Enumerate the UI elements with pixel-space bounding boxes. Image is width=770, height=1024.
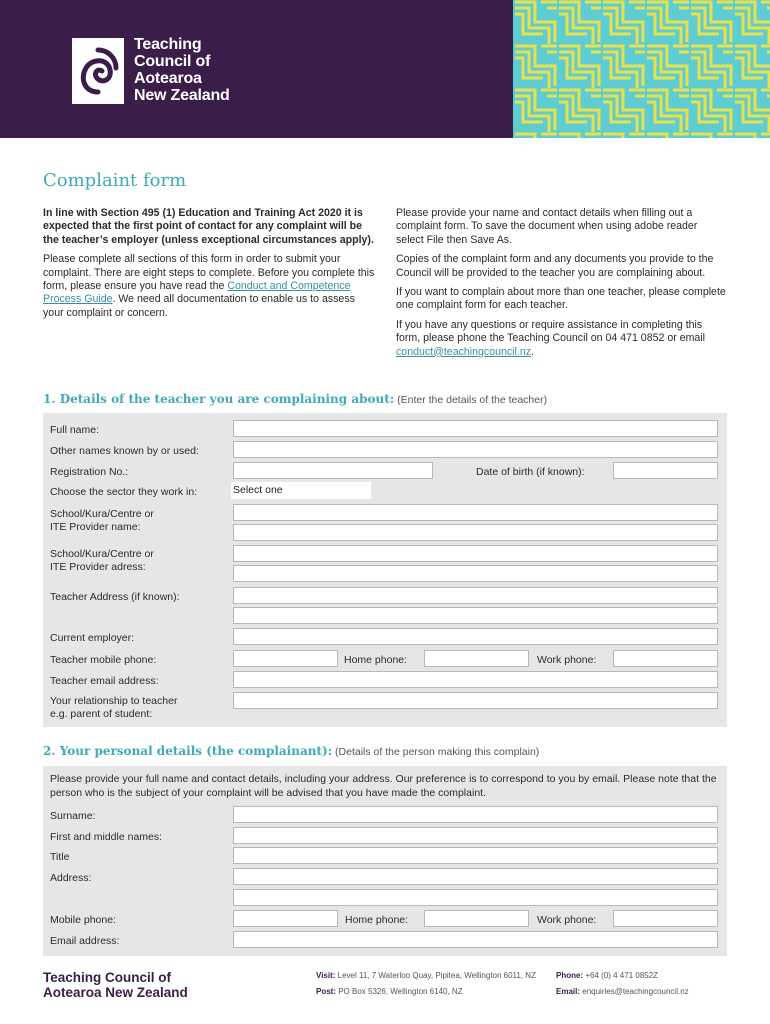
registration-number-input[interactable]: [233, 462, 433, 479]
school-name-input[interactable]: [233, 504, 718, 521]
section2-heading: [43, 744, 539, 758]
school-address-input-2[interactable]: [233, 565, 718, 582]
teacher-address-input[interactable]: [233, 587, 718, 604]
complainant-work-phone-label: Work phone:: [537, 914, 597, 926]
phone-label: Phone:: [556, 971, 584, 980]
title-input[interactable]: [233, 847, 718, 864]
teacher-home-phone-input[interactable]: [424, 650, 529, 667]
decorative-pattern: [513, 0, 770, 138]
intro-right-column: [396, 207, 726, 365]
complainant-mobile-input[interactable]: [233, 910, 338, 927]
instructions-text-end: . We need all documentation to enable us to assess your complaint or concern.: [43, 293, 355, 319]
conduct-email-link[interactable]: conduct@teachingcouncil.nz: [396, 345, 532, 358]
teacher-other-names-input[interactable]: [233, 441, 718, 458]
teacher-email-input[interactable]: [233, 671, 718, 688]
complainant-email-label: Email address:: [50, 935, 120, 947]
section1-note: (Enter the details of the teacher): [394, 394, 548, 406]
enquiries-email-link[interactable]: enquiries@teachingcouncil.nz: [580, 987, 689, 996]
teacher-work-phone-label: Work phone:: [537, 654, 597, 666]
label-line: School/Kura/Centre or: [50, 508, 154, 520]
employer-contact-notice: In line with Section 495 (1) Education and Training Act 2020 it is expected that the first point of contact for any complaint will be the teacher’s employer (unless exceptional circumstances apply).: [43, 207, 374, 246]
copies-notice: Copies of the complaint form and any documents you provide to the Council will be provided to the teacher you are complaining about.: [396, 253, 714, 279]
label-line: School/Kura/Centre or: [50, 548, 154, 560]
email-label: Email:: [556, 987, 581, 996]
school-name-input-2[interactable]: [233, 524, 718, 541]
org-line: New Zealand: [134, 87, 230, 104]
teacher-home-phone-label: Home phone:: [344, 654, 408, 666]
save-instructions: Please provide your name and contact details when filling out a complaint form. To save the document when using adobe reader select File then Save As.: [396, 207, 698, 246]
teacher-address-label: Teacher Address (if known):: [50, 591, 180, 603]
address-input[interactable]: [233, 868, 718, 885]
surname-input[interactable]: [233, 806, 718, 823]
header-banner: [0, 0, 770, 138]
current-employer-input[interactable]: [233, 628, 718, 645]
section2-panel: [43, 766, 727, 956]
relationship-label: [50, 695, 177, 721]
school-name-label: [50, 508, 154, 534]
page-title: Complaint form: [43, 170, 187, 191]
org-line: Aotearoa: [134, 70, 202, 87]
footer-org-line: Teaching Council of: [43, 970, 171, 985]
sector-label: Choose the sector they work in:: [50, 486, 198, 498]
assistance-paragraph: [396, 319, 726, 359]
footer-visit: [316, 971, 536, 980]
dob-label: Date of birth (if known):: [476, 466, 585, 478]
teacher-email-label: Teacher email address:: [50, 675, 159, 687]
employer-label: Current employer:: [50, 632, 135, 644]
visit-address: Level 11, 7 Waterloo Quay, Pipitea, Wellington 6011, NZ: [335, 971, 536, 980]
complainant-work-phone-input[interactable]: [613, 910, 718, 927]
section1-panel: [43, 413, 727, 727]
teacher-mobile-label: Teacher mobile phone:: [50, 654, 157, 666]
footer-org-name: [43, 970, 188, 1000]
first-names-label: First and middle names:: [50, 831, 163, 843]
assistance-text: If you have any questions or require assistance in completing this form, please phone the Teaching Council on 04 471 0852 or email: [396, 318, 705, 345]
section2-title: 2. Your personal details (the complainant):: [43, 744, 333, 758]
complainant-email-input[interactable]: [233, 931, 718, 948]
org-line: Teaching: [134, 36, 202, 53]
process-guide-link[interactable]: Conduct and Competence Process Guide: [43, 280, 351, 306]
other-names-label: Other names known by or used:: [50, 445, 199, 457]
header-org-name: [134, 36, 230, 104]
section2-note: (Details of the person making this complain): [332, 746, 540, 758]
footer-phone: [556, 971, 658, 980]
teaching-council-logo-icon: [72, 38, 124, 104]
org-line: Council of: [134, 53, 211, 70]
surname-label: Surname:: [50, 810, 96, 822]
footer-org-line: Aotearoa New Zealand: [43, 985, 188, 1000]
multiple-teacher-notice: If you want to complain about more than one teacher, please complete one complaint form for each teacher.: [396, 286, 726, 312]
footer-post: [316, 987, 463, 996]
section1-heading: [43, 392, 547, 406]
label-line: e.g. parent of student:: [50, 708, 153, 720]
complainant-home-phone-label: Home phone:: [345, 914, 409, 926]
relationship-input[interactable]: [233, 692, 718, 709]
title-label: Title: [50, 851, 70, 863]
teacher-mobile-input[interactable]: [233, 650, 338, 667]
dob-input[interactable]: [613, 462, 718, 479]
teacher-full-name-input[interactable]: [233, 420, 718, 437]
section2-intro: Please provide your full name and contact details, including your address. Our preference is to correspond to you by email. Please note that the person who is the subject of your complaint will be advised that you have made the complaint.: [50, 773, 717, 799]
complainant-home-phone-input[interactable]: [424, 910, 529, 927]
school-address-input[interactable]: [233, 545, 718, 562]
label-line: ITE Provider adress:: [50, 561, 146, 573]
footer-email: [556, 987, 689, 996]
post-label: Post:: [316, 987, 336, 996]
label-line: Your relationship to teacher: [50, 695, 178, 707]
section1-title: 1. Details of the teacher you are complaining about:: [43, 392, 395, 406]
registration-label: Registration No.:: [50, 466, 129, 478]
post-address: PO Box 5326, Wellington 6140, NZ: [336, 987, 463, 996]
address-input-2[interactable]: [233, 889, 718, 906]
intro-left-column: [43, 207, 378, 326]
full-name-label: Full name:: [50, 424, 100, 436]
assistance-text-end: .: [531, 345, 534, 358]
school-address-label: [50, 548, 154, 574]
first-names-input[interactable]: [233, 827, 718, 844]
visit-label: Visit:: [316, 971, 336, 980]
teacher-work-phone-input[interactable]: [613, 650, 718, 667]
label-line: ITE Provider name:: [50, 521, 141, 533]
instructions-paragraph: [43, 253, 378, 320]
phone-number: +64 (0) 4 471 0852Z: [583, 971, 659, 980]
address-label: Address:: [50, 872, 92, 884]
complainant-mobile-label: Mobile phone:: [50, 914, 116, 926]
instructions-text: Please complete all sections of this form in order to submit your complaint. There are eight steps to complete. Before you complete this form, please ensure you have read the: [43, 253, 375, 293]
teacher-address-input-2[interactable]: [233, 607, 718, 624]
sector-select[interactable]: Select one: [231, 482, 371, 499]
